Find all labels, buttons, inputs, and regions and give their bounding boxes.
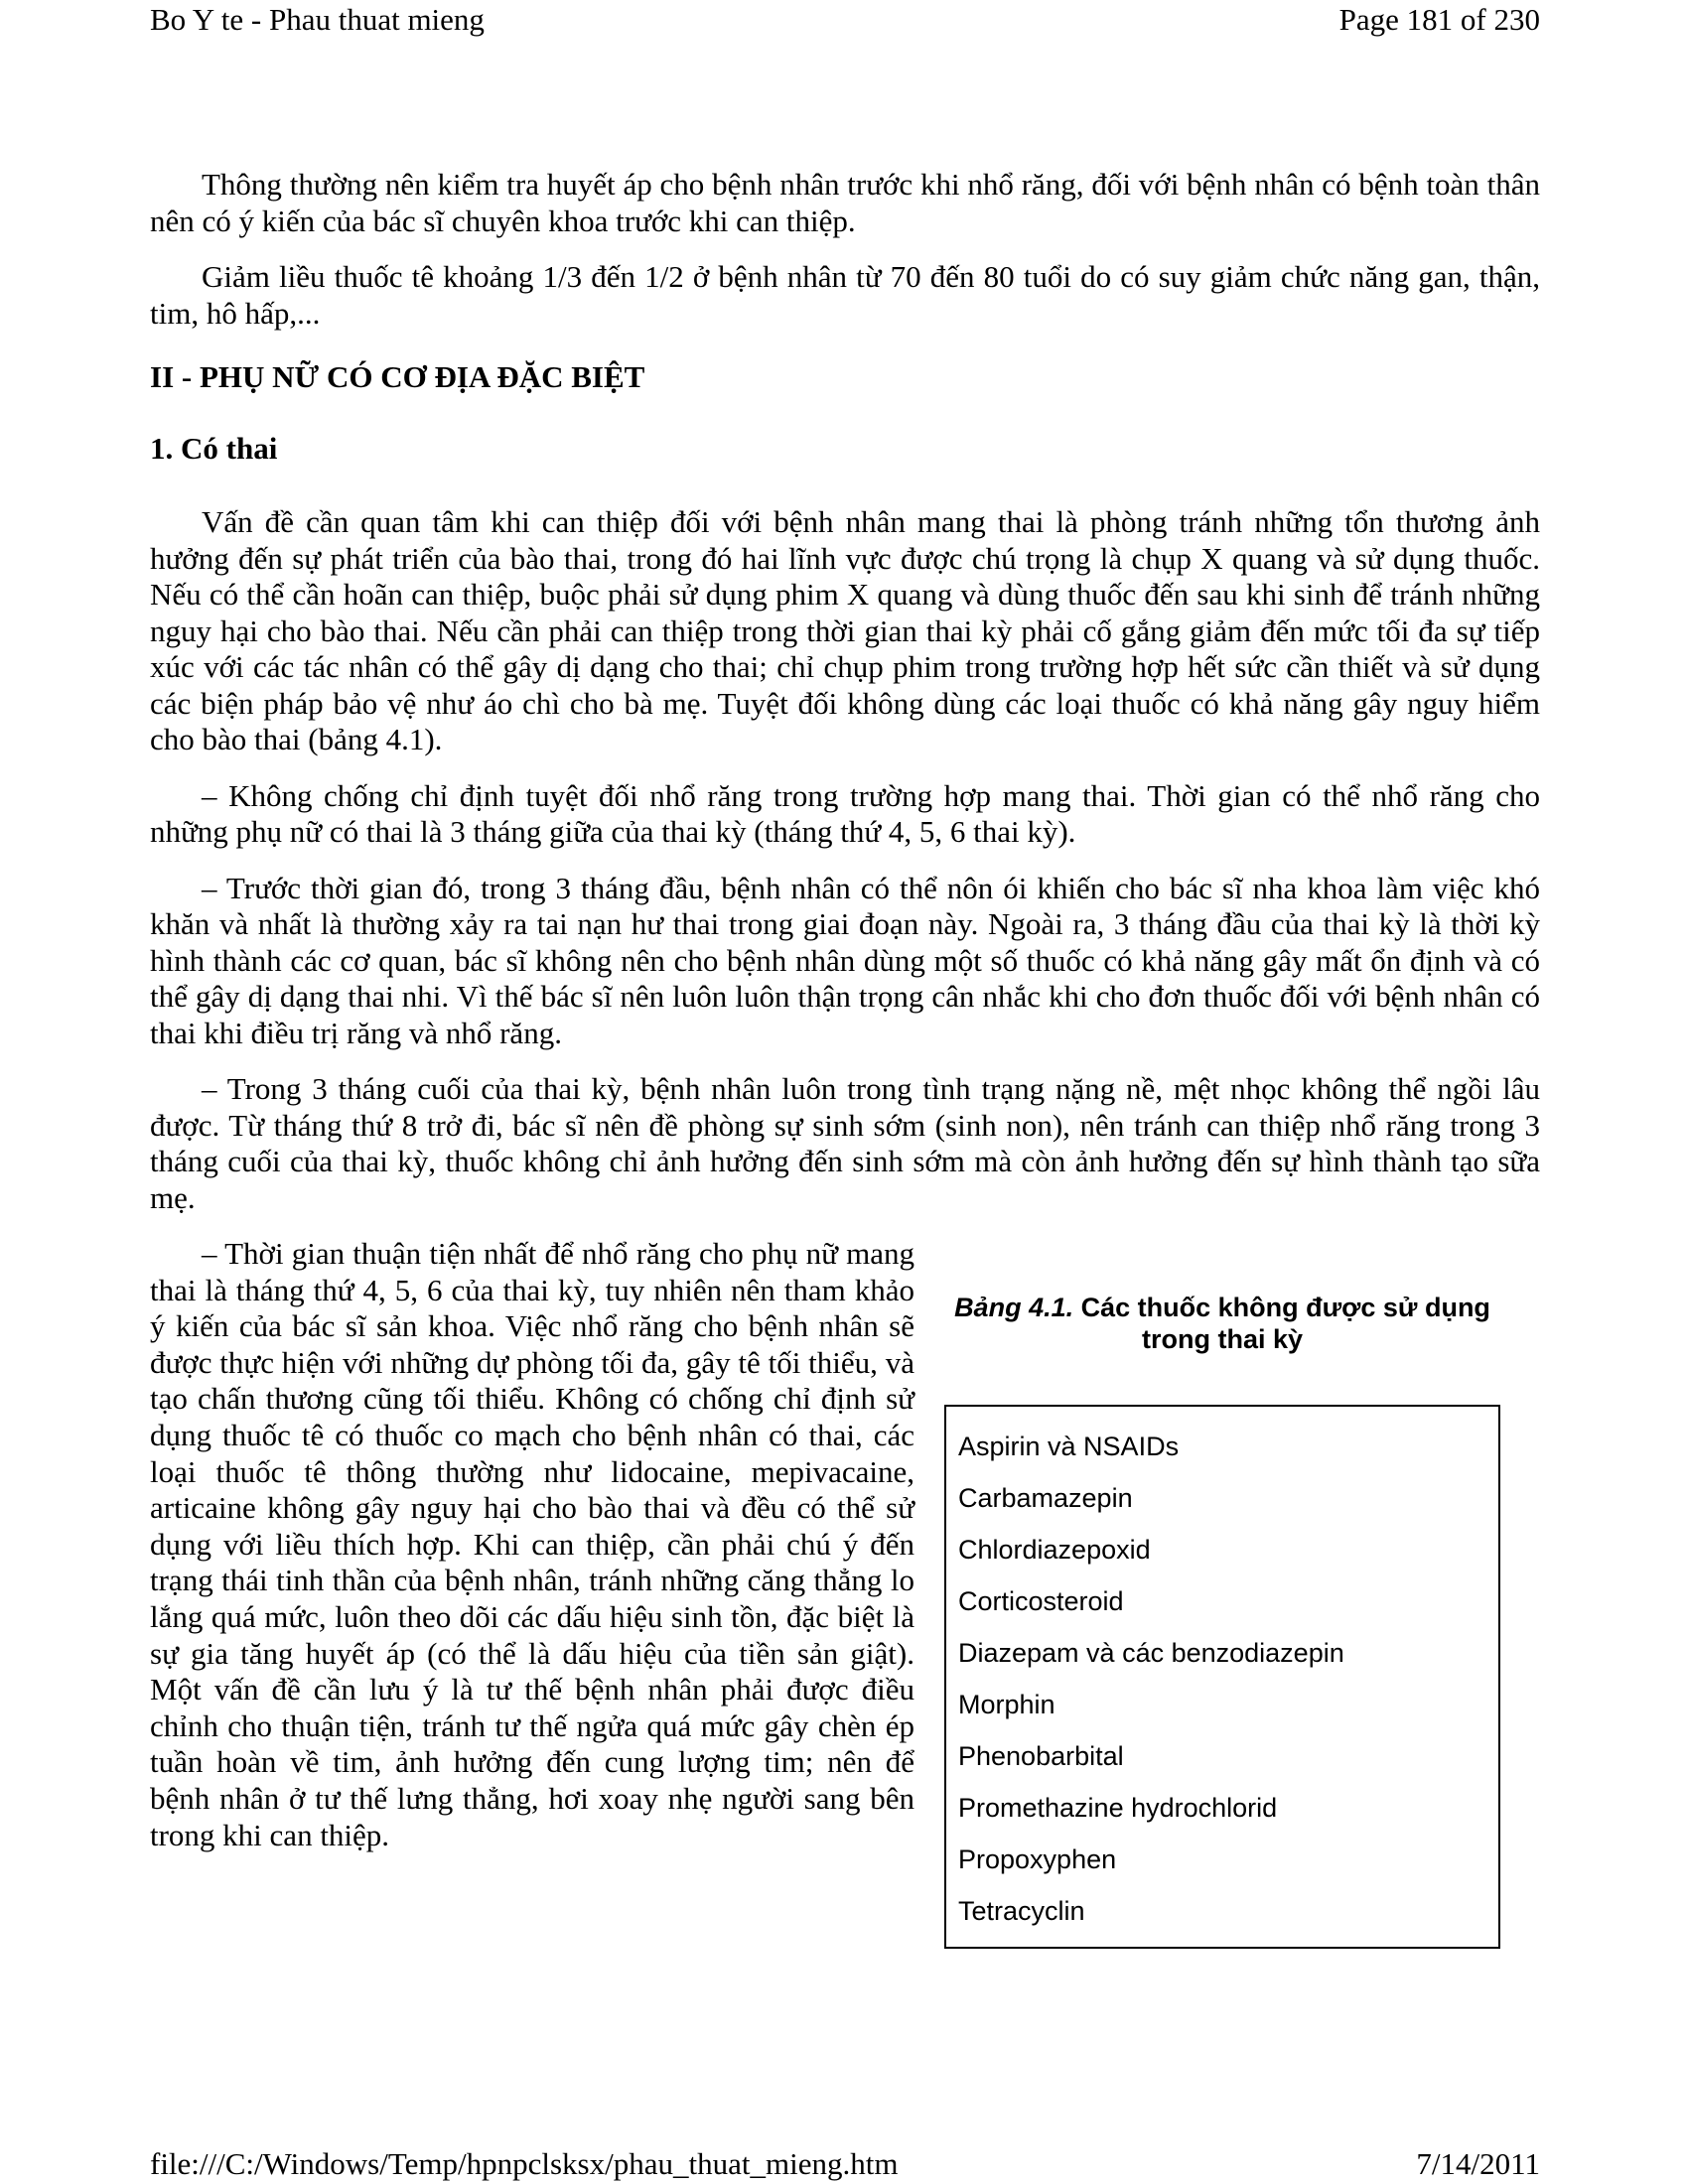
document-title: Bo Y te - Phau thuat mieng bbox=[150, 2, 485, 37]
file-url: file:///C:/Windows/Temp/hpnpclsksx/phau_thuat_mieng.htm bbox=[150, 2146, 899, 2181]
table-row: Morphin bbox=[958, 1690, 1055, 1719]
page-header bbox=[150, 2, 1540, 38]
body-paragraph-4: – Trong 3 tháng cuối của thai kỳ, bệnh nhân luôn trong tình trạng nặng nề, mệt nhọc không thể ngồi lâu được. Từ tháng thứ 8 trở đi, bác sĩ nên đề phòng sự sinh sớm (sinh non), nên tránh can thiệp nhổ răng trong 3 tháng cuối của thai kỳ, thuốc không chỉ ảnh hưởng đến sinh sớm mà còn ảnh hưởng đến sự hình thành tạo sữa mẹ. bbox=[150, 1071, 1540, 1215]
table-row: Carbamazepin bbox=[958, 1483, 1133, 1513]
drug-table bbox=[944, 1405, 1500, 1949]
subsection-heading: 1. Có thai bbox=[150, 431, 278, 466]
table-row: Aspirin và NSAIDs bbox=[958, 1432, 1180, 1461]
table-caption bbox=[944, 1292, 1500, 1355]
page-number: Page 181 of 230 bbox=[1338, 2, 1540, 37]
table-caption-label: Bảng 4.1. bbox=[954, 1293, 1074, 1322]
table-row: Phenobarbital bbox=[958, 1741, 1124, 1771]
body-paragraph-3: – Trước thời gian đó, trong 3 tháng đầu, bệnh nhân có thể nôn ói khiến cho bác sĩ nha khoa làm việc khó khăn và nhất là thường xảy ra tai nạn hư thai trong giai đoạn này. Ngoài ra, 3 tháng đầu của thai kỳ là thời kỳ hình thành các cơ quan, bác sĩ không nên cho bệnh nhân dùng một số thuốc có khả năng gây mất ổn định và có thể gây dị dạng thai nhi. Vì thế bác sĩ nên luôn luôn thận trọng cân nhắc khi cho đơn thuốc đối với bệnh nhân có thai khi điều trị răng và nhổ răng. bbox=[150, 870, 1540, 1050]
table-row: Corticosteroid bbox=[958, 1586, 1124, 1616]
document-body bbox=[150, 167, 1540, 1949]
section-heading: II - PHỤ NỮ CÓ CƠ ĐỊA ĐẶC BIỆT bbox=[150, 359, 645, 394]
table-row: Diazepam và các benzodiazepin bbox=[958, 1638, 1344, 1668]
two-column-section bbox=[150, 1236, 1540, 1949]
intro-paragraph-2: Giảm liều thuốc tê khoảng 1/3 đến 1/2 ở bệnh nhân từ 70 đến 80 tuổi do có suy giảm chức năng gan, thận, tim, hô hấp,... bbox=[150, 259, 1540, 331]
page-footer bbox=[150, 2146, 1540, 2182]
table-row: Promethazine hydrochlorid bbox=[958, 1793, 1278, 1823]
table-caption-text: Các thuốc không được sử dụng trong thai kỳ bbox=[1080, 1293, 1490, 1354]
table-row: Propoxyphen bbox=[958, 1844, 1117, 1874]
body-paragraph-5: – Thời gian thuận tiện nhất để nhổ răng cho phụ nữ mang thai là tháng thứ 4, 5, 6 của thai kỳ, tuy nhiên nên tham khảo ý kiến của bác sĩ sản khoa. Việc nhổ răng cho bệnh nhân sẽ được thực hiện với những dự phòng tối đa, gây tê tối thiểu, và tạo chấn thương cũng tối thiểu. Không có chống chỉ định sử dụng thuốc tê có thuốc co mạch cho bệnh nhân có thai, các loại thuốc tê thông thường như lidocaine, mepivacaine, articaine không gây nguy hại cho bào thai và đều có thể sử dụng với liều thích hợp. Khi can thiệp, cần phải chú ý đến trạng thái tinh thần của bệnh nhân, tránh những căng thẳng lo lắng quá mức, luôn theo dõi các dấu hiệu sinh tồn, đặc biệt là sự gia tăng huyết áp (có thể là dấu hiệu của tiền sản giật). Một vấn đề cần lưu ý là tư thế bệnh nhân phải được điều chỉnh cho thuận tiện, tránh tư thế ngửa quá mức gây chèn ép tuần hoàn về tim, ảnh hưởng đến cung lượng tim; nên để bệnh nhân ở tư thế lưng thẳng, hơi xoay nhẹ người sang bên trong khi can thiệp. bbox=[150, 1236, 914, 1852]
body-paragraph-1: Vấn đề cần quan tâm khi can thiệp đối với bệnh nhân mang thai là phòng tránh những tổn thương ảnh hưởng đến sự phát triển của bào thai, trong đó hai lĩnh vực được chú trọng là chụp X quang và sử dụng thuốc. Nếu có thể cần hoãn can thiệp, buộc phải sử dụng phim X quang và dùng thuốc đến sau khi sinh để tránh những nguy hại cho bào thai. Nếu cần phải can thiệp trong thời gian thai kỳ phải cố gắng giảm đến mức tối đa sự tiếp xúc với các tác nhân có thể gây dị dạng cho thai; chỉ chụp phim trong trường hợp hết sức cần thiết và sử dụng các biện pháp bảo vệ như áo chì cho bà mẹ. Tuyệt đối không dùng các loại thuốc có khả năng gây nguy hiểm cho bào thai (bảng 4.1). bbox=[150, 504, 1540, 756]
intro-paragraph-1: Thông thường nên kiểm tra huyết áp cho bệnh nhân trước khi nhổ răng, đối với bệnh nhân có bệnh toàn thân nên có ý kiến của bác sĩ chuyên khoa trước khi can thiệp. bbox=[150, 167, 1540, 238]
print-date: 7/14/2011 bbox=[1416, 2146, 1540, 2181]
left-column bbox=[150, 1236, 914, 1853]
table-row: Tetracyclin bbox=[958, 1896, 1085, 1926]
body-paragraph-2: – Không chống chỉ định tuyệt đối nhổ răng trong trường hợp mang thai. Thời gian có thể nhổ răng cho những phụ nữ có thai là 3 tháng giữa của thai kỳ (tháng thứ 4, 5, 6 thai kỳ). bbox=[150, 777, 1540, 849]
drug-table-block bbox=[944, 1292, 1500, 1949]
table-row: Chlordiazepoxid bbox=[958, 1535, 1151, 1565]
